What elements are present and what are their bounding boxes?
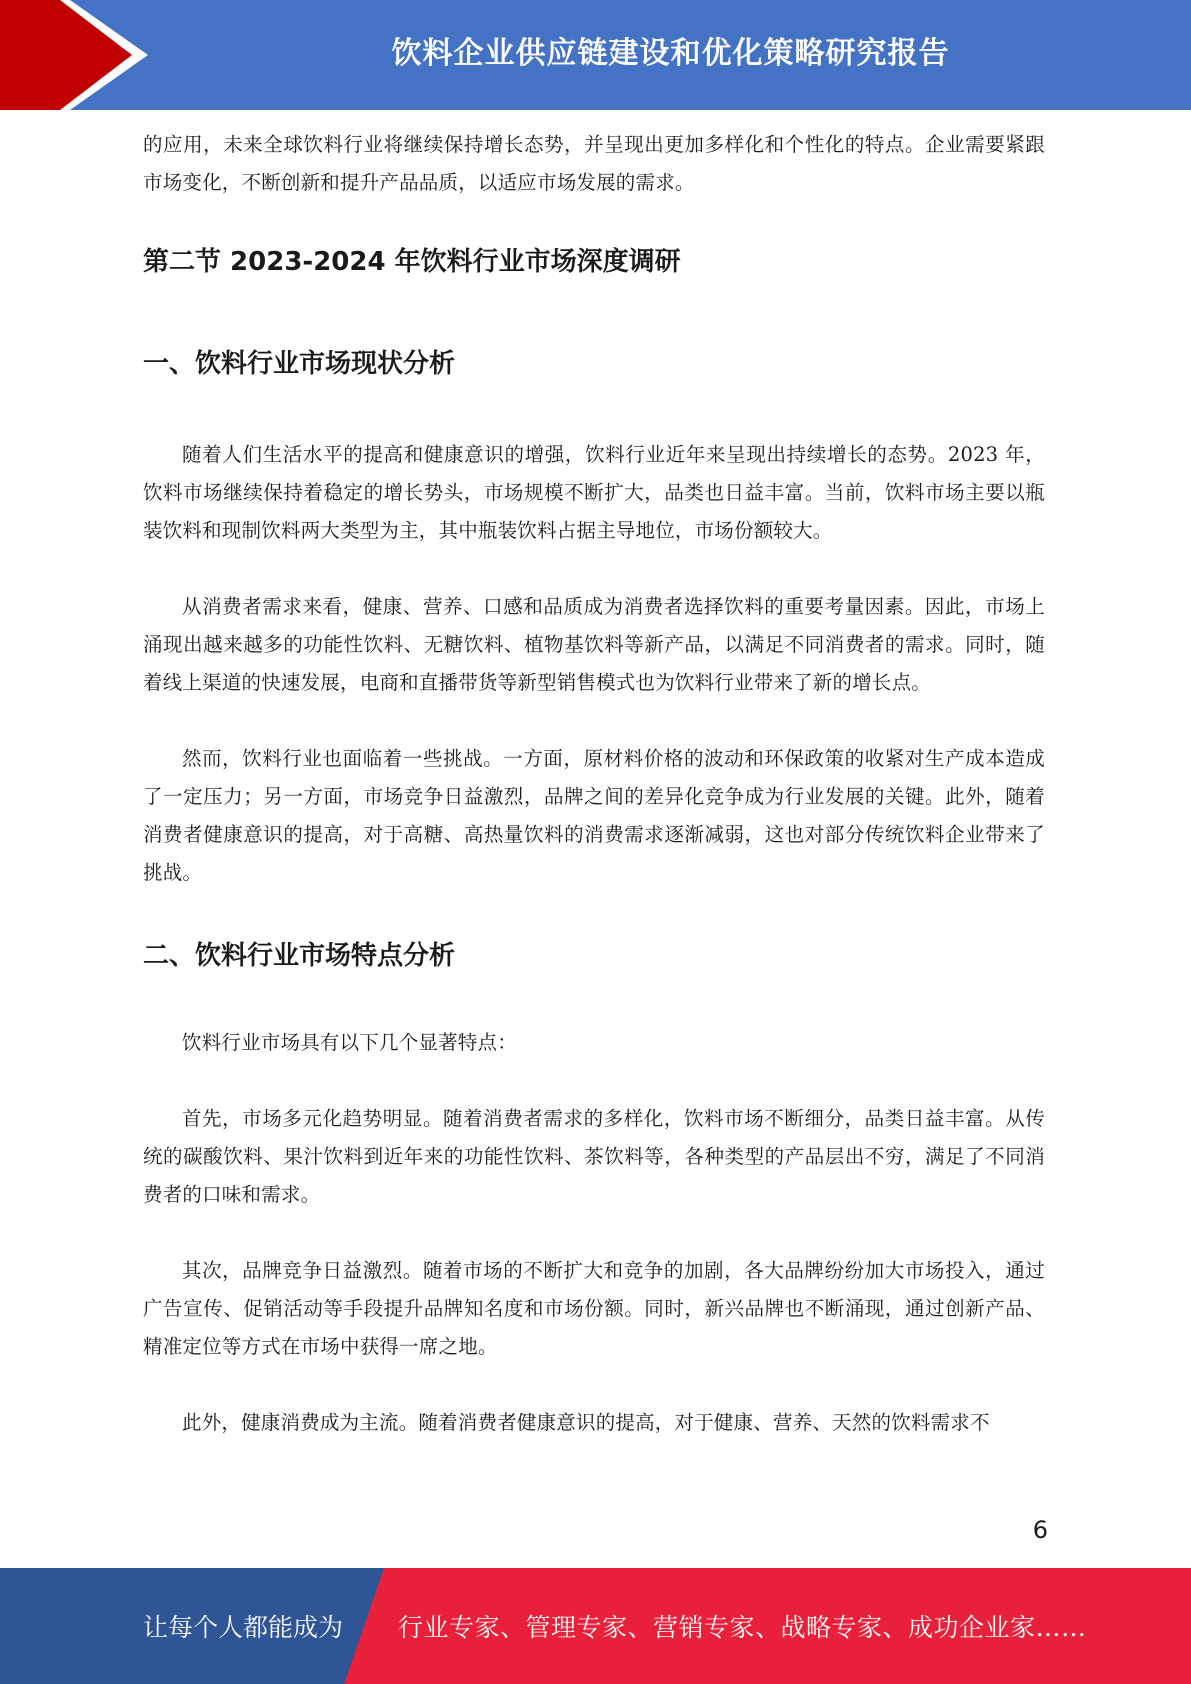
page-header bbox=[0, 0, 1191, 110]
subsection-title-features: 二、饮料行业市场特点分析 bbox=[143, 941, 456, 971]
paragraph: 然而，饮料行业也面临着一些挑战。一方面，原材料价格的波动和环保政策的收紧对生产成本造成了一定压力；另一方面，市场竞争日益激烈，品牌之间的差异化竞争成为行业发展的关键。此外，随着消费者健康意识的提高，对于高糖、高热量饮料的消费需求逐渐减弱，这也对部分传统饮料企业带来了挑战。 bbox=[143, 747, 1045, 884]
page-number: 6 bbox=[1032, 1516, 1048, 1544]
paragraph: 从消费者需求来看，健康、营养、口感和品质成为消费者选择饮料的重要考量因素。因此，市场上涌现出越来越多的功能性饮料、无糖饮料、植物基饮料等新产品，以满足不同消费者的需求。同时，随着线上渠道的快速发展，电商和直播带货等新型销售模式也为饮料行业带来了新的增长点。 bbox=[143, 595, 1045, 694]
page-footer bbox=[0, 1568, 1191, 1684]
section-title: 第二节 2023-2024 年饮料行业市场深度调研 bbox=[143, 247, 681, 277]
footer-slogan-right: 行业专家、管理专家、营销专家、战略专家、成功企业家…… bbox=[398, 1613, 1087, 1642]
paragraph: 饮料行业市场具有以下几个显著特点： bbox=[182, 1031, 517, 1054]
paragraph: 其次，品牌竞争日益激烈。随着市场的不断扩大和竞争的加剧，各大品牌纷纷加大市场投入，通过广告宣传、促销活动等手段提升品牌知名度和市场份额。同时，新兴品牌也不断涌现，通过创新产品、精准定位等方式在市场中获得一席之地。 bbox=[143, 1259, 1045, 1358]
report-title: 饮料企业供应链建设和优化策略研究报告 bbox=[391, 36, 950, 71]
paragraph: 首先，市场多元化趋势明显。随着消费者需求的多样化，饮料市场不断细分，品类日益丰富。从传统的碳酸饮料、果汁饮料到近年来的功能性饮料、茶饮料等，各种类型的产品层出不穷，满足了不同消费者的口味和需求。 bbox=[143, 1107, 1045, 1206]
subsection-title-status: 一、饮料行业市场现状分析 bbox=[143, 349, 456, 379]
paragraph: 随着人们生活水平的提高和健康意识的增强，饮料行业近年来呈现出持续增长的态势。2023 年，饮料市场继续保持着稳定的增长势头，市场规模不断扩大，品类也日益丰富。当前，饮料市场主要以瓶装饮料和现制饮料两大类型为主，其中瓶装饮料占据主导地位，市场份额较大。 bbox=[143, 443, 1045, 542]
footer-slogan-left: 让每个人都能成为 bbox=[143, 1613, 344, 1642]
intro-paragraph: 的应用，未来全球饮料行业将继续保持增长态势，并呈现出更加多样化和个性化的特点。企业需要紧跟市场变化，不断创新和提升产品品质，以适应市场发展的需求。 bbox=[143, 133, 1045, 194]
paragraph: 此外，健康消费成为主流。随着消费者健康意识的提高，对于健康、营养、天然的饮料需求不 bbox=[182, 1411, 990, 1434]
page-content bbox=[143, 126, 1045, 1442]
